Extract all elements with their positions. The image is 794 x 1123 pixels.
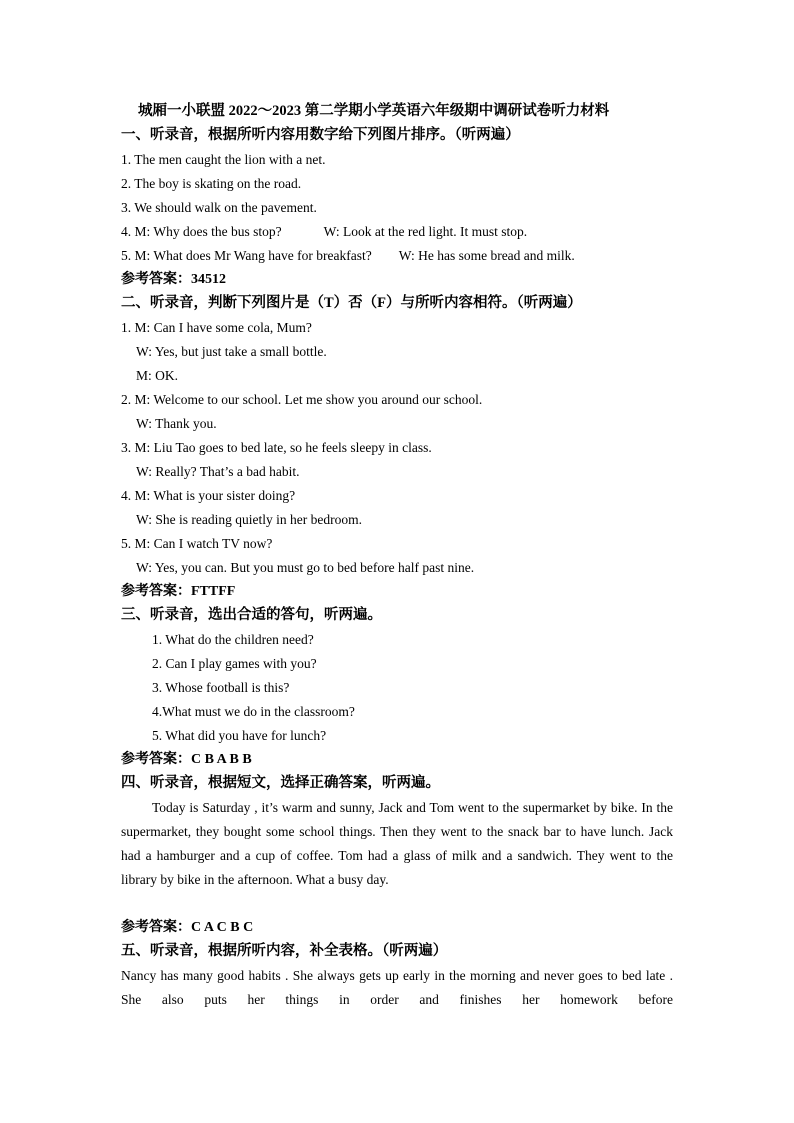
section-3-item: 5. What did you have for lunch?	[152, 728, 327, 743]
section-1-item-4	[121, 222, 527, 242]
section-2-line: 5. M: Can I watch TV now?	[121, 536, 273, 551]
section-3-item: 3. Whose football is this?	[152, 680, 290, 695]
section-2-line: W: Yes, you can. But you must go to bed before half past nine.	[136, 560, 475, 575]
section-1-item-4-question: 4. M: Why does the bus stop?	[121, 224, 282, 239]
section-1-item-5-question: 5. M: What does Mr Wang have for breakfast?	[121, 248, 372, 263]
section-3-item: 1. What do the children need?	[152, 632, 314, 647]
section-3-item: 2. Can I play games with you?	[152, 656, 317, 671]
document-title: 城厢一小联盟 2022～2023 第二学期小学英语六年级期中调研试卷听力材料	[138, 103, 610, 119]
section-2-answer: 参考答案：FTTFF	[121, 584, 236, 599]
section-1-item-5	[121, 246, 575, 266]
section-2-line: 2. M: Welcome to our school. Let me show you around our school.	[121, 392, 483, 407]
section-2-line: W: Yes, but just take a small bottle.	[136, 344, 327, 359]
section-1-item-2: 2. The boy is skating on the road.	[121, 176, 302, 191]
section-5-passage: Nancy has many good habits . She always gets up early in the morning and never goes to bed late . She also puts her things in order and finishes her homework before	[121, 968, 673, 1007]
section-2-line: W: Thank you.	[136, 416, 217, 431]
section-1-item-5-answer: W: He has some bread and milk.	[398, 248, 575, 263]
section-4-answer: 参考答案：C A C B C	[121, 920, 254, 935]
section-4-heading: 四、听录音，根据短文，选择正确答案，听两遍。	[121, 775, 440, 791]
section-1-heading: 一、听录音，根据所听内容用数字给下列图片排序。（听两遍）	[121, 127, 520, 143]
section-3-answer: 参考答案：C B A B B	[121, 752, 252, 767]
section-5-heading: 五、听录音，根据所听内容，补全表格。（听两遍）	[121, 943, 448, 959]
section-2-line: 4. M: What is your sister doing?	[121, 488, 296, 503]
section-1-item-1: 1. The men caught the lion with a net.	[121, 152, 326, 167]
section-2-heading: 二、听录音，判断下列图片是（T）否（F）与所听内容相符。（听两遍）	[121, 295, 582, 311]
section-2-line: 3. M: Liu Tao goes to bed late, so he feels sleepy in class.	[121, 440, 432, 455]
section-2-line: W: Really? That’s a bad habit.	[136, 464, 300, 479]
section-1-item-3: 3. We should walk on the pavement.	[121, 200, 317, 215]
section-1-item-4-answer: W: Look at the red light. It must stop.	[323, 224, 528, 239]
section-2-line: M: OK.	[136, 368, 179, 383]
section-3-heading: 三、听录音，选出合适的答句，听两遍。	[121, 607, 382, 623]
section-1-answer: 参考答案：34512	[121, 272, 226, 287]
section-4-passage: Today is Saturday , it’s warm and sunny, Jack and Tom went to the supermarket by bike. In the supermarket, they bought some school things. Then they went to the snack bar to have lunch. Jack had a hamburger and a cup of coffee. Tom had a glass of milk and a sandwich. They went to the library by bike in the afternoon. What a busy day.	[121, 800, 673, 887]
section-3-item: 4.What must we do in the classroom?	[152, 704, 355, 719]
section-2-line: 1. M: Can I have some cola, Mum?	[121, 320, 312, 335]
section-2-line: W: She is reading quietly in her bedroom.	[136, 512, 362, 527]
